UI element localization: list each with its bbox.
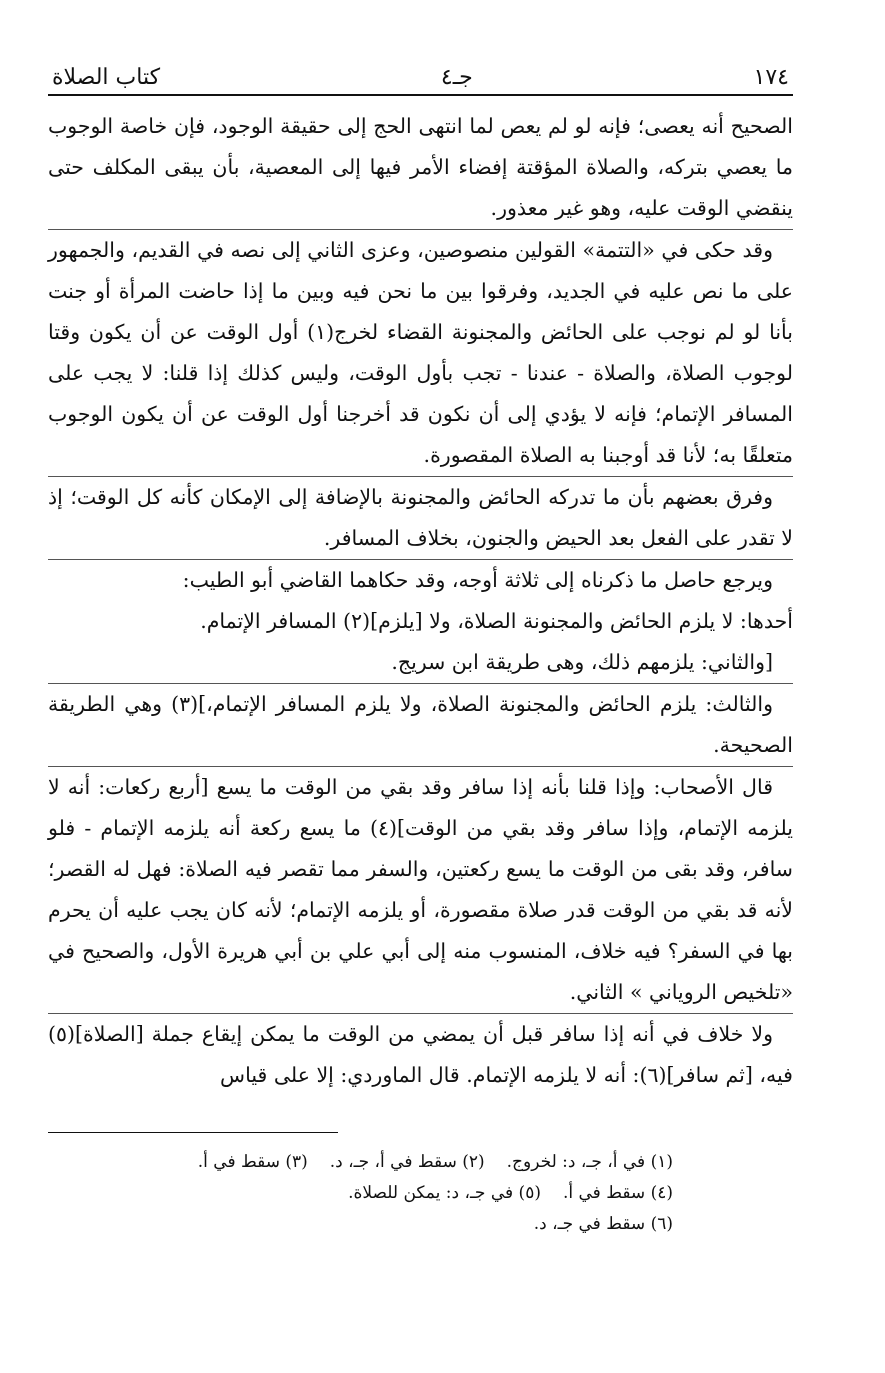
book-title: كتاب الصلاة [52, 65, 161, 90]
footnote-separator [48, 1132, 338, 1133]
document-page [48, 50, 793, 1240]
footnote-6: (٦) سقط في جـ، د. [533, 1214, 673, 1234]
footnote-2: (٢) سقط في أ، جـ، د. [329, 1152, 485, 1172]
page-number: ١٧٤ [753, 65, 789, 90]
paragraph-9: ولا خلاف في أنه إذا سافر قبل أن يمضي من الوقت ما يمكن إيقاع جملة [الصلاة](٥) فيه، [ثم سافر](٦): أنه لا يلزمه الإتمام. قال الماوردي: إلا على قياس [48, 1022, 793, 1087]
paragraph-5: أحدها: لا يلزم الحائض والمجنونة الصلاة، ولا [يلزم](٢) المسافر الإتمام. [200, 609, 793, 633]
footnote-3: (٣) سقط في أ. [197, 1152, 308, 1172]
paragraph-7: والثالث: يلزم الحائض والمجنونة الصلاة، ولا يلزم المسافر الإتمام،](٣) وهي الطريقة الصحيحة. [48, 684, 793, 767]
footnote-4: (٤) سقط في أ. [562, 1183, 673, 1203]
paragraph-4: ويرجع حاصل ما ذكرناه إلى ثلاثة أوجه، وقد حكاهما القاضي أبو الطيب: [182, 568, 773, 592]
paragraph-6: [والثاني: يلزمهم ذلك، وهى طريقة ابن سريج. [48, 642, 793, 684]
paragraph-3: وفرق بعضهم بأن ما تدركه الحائض والمجنونة بالإضافة إلى الإمكان كأنه كل الوقت؛ إذ لا تقدر على الفعل بعد الحيض والجنون، بخلاف المسافر. [48, 477, 793, 560]
page-header [48, 50, 793, 96]
paragraph-2: وقد حكى في «التتمة» القولين منصوصين، وعزى الثاني إلى نصه في القديم، والجمهور على ما نص عليه في الجديد، وفرقوا بين ما نحن فيه وبين ما إذا حاضت المرأة أو جنت بأنا لو لم نوجب على الحائض والمجنونة القضاء لخرج(١) أول الوقت عن أن يكون وقتا لوجوب الصلاة، والصلاة - عندنا - تجب بأول الوقت، وليس كذلك إذا قلنا: لا يجب على المسافر الإتمام؛ فإنه لا يؤدي إلى أن نكون قد أخرجنا أول الوقت عن أن يكون الوجوب متعلقًا به؛ لأنا قد أوجبنا به الصلاة المقصورة. [48, 230, 793, 477]
main-text [48, 106, 793, 1096]
footnote-row [48, 1178, 673, 1209]
footnote-1: (١) في أ، جـ، د: لخروج. [506, 1152, 673, 1172]
footnote-row [48, 1147, 673, 1178]
volume-label: جـ٤ [440, 65, 473, 90]
footnote-5: (٥) في جـ، د: يمكن للصلاة. [348, 1183, 541, 1203]
paragraph-1: الصحيح أنه يعصى؛ فإنه لو لم يعص لما انتهى الحج إلى حقيقة الوجود، فإن خاصة الوجوب ما يعصي بتركه، والصلاة المؤقتة إفضاء الأمر فيها إلى المعصية، بأن يبقى المكلف حتى ينقضي الوقت عليه، وهو غير معذور. [48, 106, 793, 230]
paragraph-8: قال الأصحاب: وإذا قلنا بأنه إذا سافر وقد بقي من الوقت ما يسع [أربع ركعات: أنه لا يلزمه الإتمام، وإذا سافر وقد بقي من الوقت](٤) ما يسع ركعة أنه يلزمه الإتمام - فلو سافر، وقد بقى من الوقت ما يسع ركعتين، والسفر مما تقصر فيه الصلاة: فهل له القصر؛ لأنه قد بقي من الوقت قدر صلاة مقصورة، أو يلزمه الإتمام؛ لأنه كان يجب عليه أن يحرم بها في السفر؟ فيه خلاف، المنسوب منه إلى أبي علي بن أبي هريرة الأول، والصحيح في «تلخيص الروياني » الثاني. [48, 767, 793, 1014]
footnote-row [48, 1209, 673, 1240]
footnotes [48, 1147, 793, 1240]
